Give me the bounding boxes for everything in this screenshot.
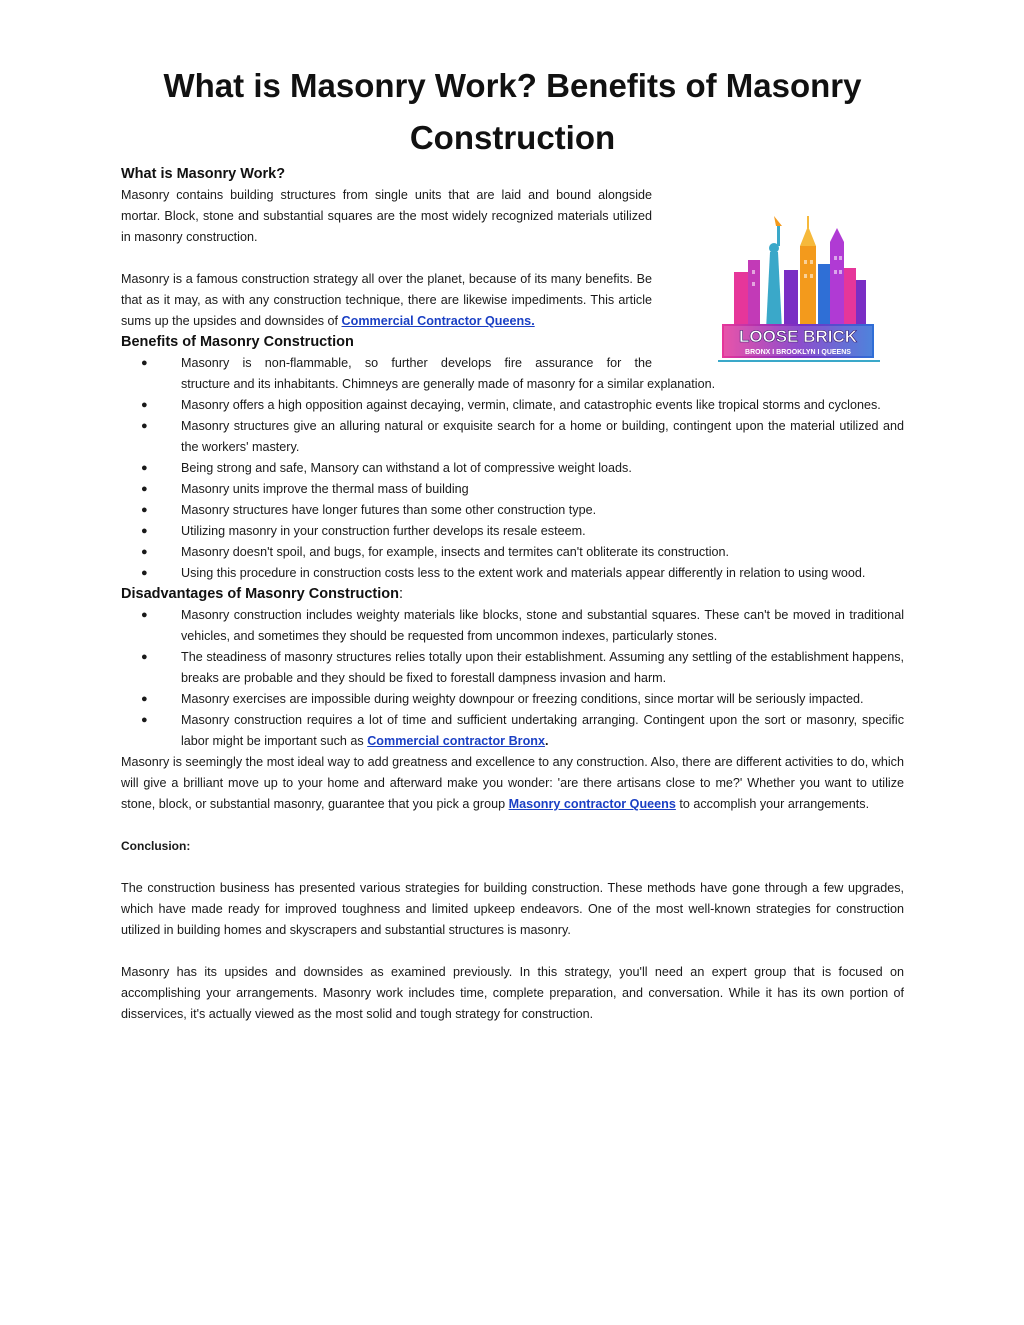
list-item [121, 563, 904, 584]
benefit-1-line-1: Masonry is non-flammable, so further develops fire assurance for the [181, 356, 652, 370]
closing-paragraph [121, 752, 904, 815]
intro-paragraph: Masonry contains building structures from single units that are laid and bound alongside mortar. Block, stone and substantial squares are the most widely recognized materials utilized in masonry construction. [121, 188, 652, 244]
commercial-contractor-bronx-link[interactable]: Commercial contractor Bronx [367, 734, 545, 748]
bullet-icon: ● [141, 483, 148, 495]
benefits-list [121, 353, 904, 584]
list-item [121, 395, 904, 416]
commercial-contractor-queens-link[interactable]: Commercial Contractor Queens. [341, 314, 535, 328]
disadvantage-text: Masonry construction includes weighty materials like blocks, stone and substantial squares. These can't be moved in traditional vehicles, and sometimes they should be requested from uncommon indexes, particularly stones. [181, 608, 904, 643]
section-heading-what-is: What is Masonry Work? [121, 166, 286, 182]
bullet-icon: ● [141, 609, 148, 621]
disadvantages-heading-text: Disadvantages of Masonry Construction [121, 586, 399, 602]
loose-brick-logo [712, 212, 884, 364]
list-item [121, 416, 904, 458]
disadvantages-list [121, 605, 904, 752]
list-item [121, 458, 904, 479]
masonry-contractor-queens-link[interactable]: Masonry contractor Queens [508, 797, 676, 811]
bullet-icon: ● [141, 714, 148, 726]
bullet-icon: ● [141, 462, 148, 474]
disadvantage-text: Masonry construction requires a lot of time and sufficient undertaking arranging. Contingent upon the sort or masonry, specific labor might be important such as [181, 713, 904, 748]
disadvantage-text: The steadiness of masonry structures relies totally upon their establishment. Assuming any settling of the establishment happens, breaks are probable and they should be fixed to forestall dampness invasion and harm. [181, 650, 904, 685]
bullet-icon: ● [141, 357, 148, 369]
bullet-icon: ● [141, 567, 148, 579]
benefit-text: Being strong and safe, Mansory can withstand a lot of compressive weight loads. [181, 461, 632, 475]
benefit-text: Masonry doesn't spoil, and bugs, for example, insects and termites can't obliterate its construction. [181, 545, 730, 559]
list-item [121, 710, 904, 752]
bullet-icon: ● [141, 651, 148, 663]
benefit-1-line-2: structure and its inhabitants. Chimneys are generally made of masonry for a similar explanation. [181, 377, 716, 391]
disadvantages-heading-colon: : [398, 586, 403, 602]
bullet-icon: ● [141, 420, 148, 432]
conclusion-paragraph-1: The construction business has presented various strategies for building construction. These methods have gone through a few upgrades, which have made ready for improved toughness and limited upkeep endeavors. One of the most well-known strategies for construction utilized in building homes and skyscrapers and substantial structures is masonry. [121, 881, 904, 937]
title-line-2: Construction [409, 119, 616, 156]
intro-paragraph-2 [121, 269, 652, 332]
list-item [121, 647, 904, 689]
disadvantage-4-end: . [544, 734, 549, 748]
document-page [121, 60, 904, 1025]
bullet-icon: ● [141, 693, 148, 705]
bullet-icon: ● [141, 546, 148, 558]
section-heading-disadvantages [121, 584, 904, 605]
benefit-text: Masonry structures have longer futures than some other construction type. [181, 503, 597, 517]
bullet-icon: ● [141, 504, 148, 516]
title-line-1: What is Masonry Work? Benefits of Masonry [163, 67, 862, 104]
conclusion-heading: Conclusion: [121, 839, 191, 853]
page-title [121, 60, 904, 164]
intro-paragraph-2-text: Masonry is a famous construction strategy all over the planet, because of its many benefits. Be that as it may, as with any construction technique, there are likewise impediments. This article sums up the upsides and downsides of [121, 272, 652, 328]
disadvantage-text: Masonry exercises are impossible during weighty downpour or freezing conditions, since mortar will be seriously impacted. [181, 692, 864, 706]
benefit-text: Masonry offers a high opposition against decaying, vermin, climate, and catastrophic events like tropical storms and cyclones. [181, 398, 881, 412]
closing-paragraph-end: to accomplish your arrangements. [675, 797, 870, 811]
benefit-text: Masonry structures give an alluring natural or exquisite search for a home or building, contingent upon the material utilized and the workers' mastery. [181, 419, 904, 454]
list-item [121, 521, 904, 542]
list-item [121, 605, 904, 647]
benefit-text: Masonry units improve the thermal mass of building [181, 482, 469, 496]
logo-tagline-text: BRONX I BROOKLYN I QUEENS [745, 349, 851, 356]
list-item [121, 479, 904, 500]
logo-brand-text: LOOSE BRICK [738, 327, 858, 346]
bullet-icon: ● [141, 525, 148, 537]
section-heading-benefits: Benefits of Masonry Construction [121, 334, 354, 350]
benefit-text: Utilizing masonry in your construction further develops its resale esteem. [181, 524, 586, 538]
list-item [121, 689, 904, 710]
closing-paragraph-text: Masonry is seemingly the most ideal way to add greatness and excellence to any construction. Also, there are different activities to do, which will give a brilliant move up to your home and afterward make you wonder: 'are there artisans close to me?' Whether you want to utilize stone, block, or substantial masonry, guarantee that you pick a group [121, 755, 904, 811]
benefit-text: Using this procedure in construction costs less to the extent work and materials appear differently in relation to using wood. [181, 566, 866, 580]
list-item [121, 542, 904, 563]
bullet-icon: ● [141, 399, 148, 411]
conclusion-paragraph-2: Masonry has its upsides and downsides as examined previously. In this strategy, you'll need an expert group that is focused on accomplishing your arrangements. Masonry work includes time, complete preparation, and conversation. While it has its own portion of disservices, it's actually viewed as the most solid and tough strategy for construction. [121, 965, 904, 1021]
list-item [121, 500, 904, 521]
